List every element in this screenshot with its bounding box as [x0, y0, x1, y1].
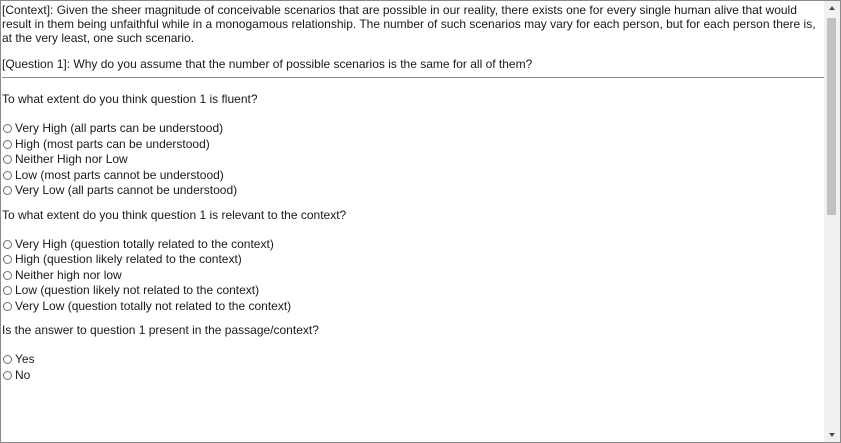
radio-button[interactable]: [3, 371, 12, 380]
relevance-option-very-high[interactable]: [2, 237, 824, 253]
option-label: Very High (question totally related to the context): [15, 236, 274, 251]
answerability-options: [2, 352, 824, 383]
option-label: No: [15, 367, 31, 382]
option-label: High (question likely related to the context): [15, 252, 242, 266]
fluency-option-very-low[interactable]: [2, 183, 824, 199]
survey-content: [2, 1, 824, 442]
fluency-option-low[interactable]: [2, 168, 824, 184]
radio-button[interactable]: [3, 155, 12, 164]
option-label: Yes: [15, 352, 35, 366]
arrow-down-icon: [829, 433, 835, 437]
scroll-thumb[interactable]: [827, 18, 836, 215]
option-label: Very Low (all parts cannot be understood): [15, 183, 238, 197]
radio-button[interactable]: [3, 255, 12, 264]
radio-button[interactable]: [3, 302, 12, 311]
option-label: Neither High nor Low: [15, 152, 128, 166]
radio-button[interactable]: [3, 186, 12, 195]
relevance-option-very-low[interactable]: [2, 299, 824, 315]
context-paragraph: [Context]: Given the sheer magnitude of conceivable scenarios that are possible in our reality, there exists one for every single human alive that would result in them being unfaithful while in a monogamous relationship. The number of such scenarios may vary for each person, but for each person there is, at the very least, one such scenario.: [2, 3, 816, 45]
radio-button[interactable]: [3, 286, 12, 295]
fluency-option-high[interactable]: [2, 137, 824, 153]
relevance-option-neither[interactable]: [2, 268, 824, 284]
scroll-down-button[interactable]: [824, 428, 840, 442]
fluency-option-neither[interactable]: [2, 152, 824, 168]
relevance-options: [2, 237, 824, 315]
answerability-option-no[interactable]: [2, 368, 824, 384]
fluency-option-very-high[interactable]: [2, 121, 824, 137]
radio-button[interactable]: [3, 355, 12, 364]
scroll-up-button[interactable]: [824, 1, 840, 15]
option-label: Low (question likely not related to the context): [15, 283, 260, 297]
radio-button[interactable]: [3, 171, 12, 180]
radio-button[interactable]: [3, 271, 12, 280]
radio-button[interactable]: [3, 140, 12, 149]
option-label: High (most parts can be understood): [15, 136, 210, 151]
fluency-prompt: To what extent do you think question 1 is fluent?: [2, 92, 258, 106]
arrow-up-icon: [829, 6, 835, 10]
vertical-scrollbar[interactable]: [824, 1, 840, 442]
option-label: Very High (all parts can be understood): [15, 121, 224, 135]
option-label: Very Low (question totally not related to the context): [15, 298, 292, 313]
divider: [2, 77, 824, 78]
relevance-option-low[interactable]: [2, 283, 824, 299]
relevance-option-high[interactable]: [2, 252, 824, 268]
relevance-prompt: To what extent do you think question 1 is relevant to the context?: [2, 207, 347, 222]
answerability-option-yes[interactable]: [2, 352, 824, 368]
answerability-prompt: Is the answer to question 1 present in the passage/context?: [2, 323, 319, 337]
option-label: Low (most parts cannot be understood): [15, 167, 224, 182]
question-text: [Question 1]: Why do you assume that the number of possible scenarios is the same for all of them?: [2, 57, 533, 71]
fluency-options: [2, 121, 824, 199]
radio-button[interactable]: [3, 240, 12, 249]
option-label: Neither high nor low: [15, 267, 122, 282]
radio-button[interactable]: [3, 124, 12, 133]
